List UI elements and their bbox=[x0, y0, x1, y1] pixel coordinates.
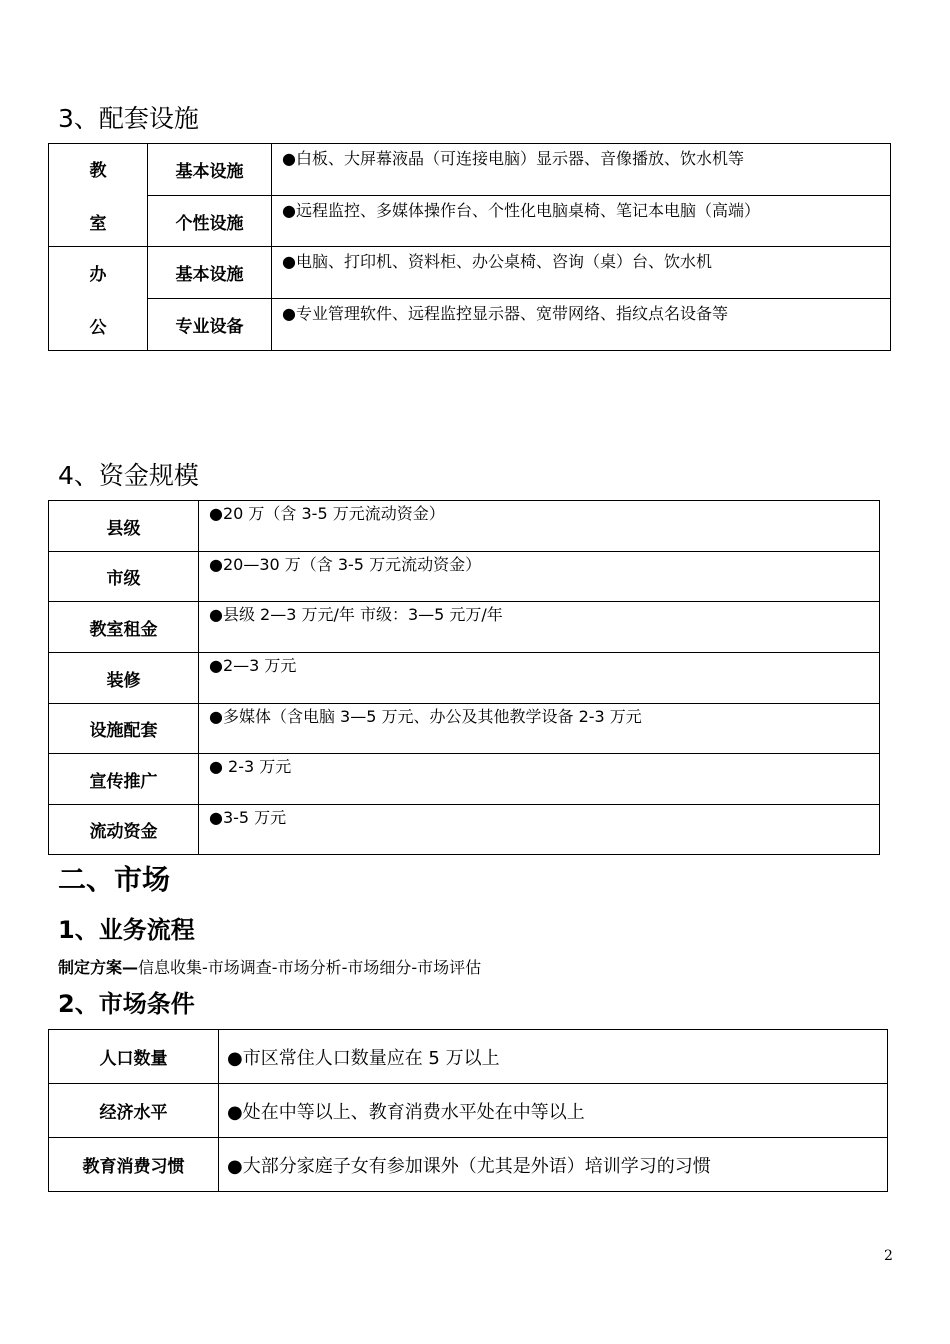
process-steps: 信息收集-市场调查-市场分析-市场细分-市场评估 bbox=[138, 958, 482, 977]
row-value: ●电脑、打印机、资料柜、办公桌椅、咨询（桌）台、饮水机 bbox=[272, 247, 891, 299]
process-flow bbox=[58, 957, 481, 979]
row-value: ●专业管理软件、远程监控显示器、宽带网络、指纹点名设备等 bbox=[272, 299, 891, 351]
table-row bbox=[49, 704, 880, 754]
row-label: 装修 bbox=[49, 653, 199, 704]
conditions-table bbox=[48, 1029, 888, 1192]
group-label-classroom: 教 室 bbox=[49, 144, 148, 247]
section-heading-funding: 4、资金规模 bbox=[58, 461, 199, 490]
table-row bbox=[49, 1138, 888, 1192]
row-label: 县级 bbox=[49, 501, 199, 552]
row-label: 个性设施 bbox=[148, 196, 272, 247]
table-row bbox=[49, 552, 880, 602]
group-label-office: 办 公 bbox=[49, 247, 148, 351]
table-row bbox=[49, 299, 891, 351]
row-value: ●多媒体（含电脑 3—5 万元、办公及其他教学设备 2-3 万元 bbox=[199, 704, 880, 754]
table-row bbox=[49, 805, 880, 855]
table-row bbox=[49, 653, 880, 704]
row-value: ●20 万（含 3-5 万元流动资金） bbox=[199, 501, 880, 552]
row-value: ●市区常住人口数量应在 5 万以上 bbox=[219, 1030, 888, 1084]
row-value: ●县级 2—3 万元/年 市级：3—5 元万/年 bbox=[199, 602, 880, 653]
row-value: ●白板、大屏幕液晶（可连接电脑）显示器、音像播放、饮水机等 bbox=[272, 144, 891, 196]
funding-table bbox=[48, 500, 880, 855]
row-label: 基本设施 bbox=[148, 247, 272, 299]
table-row bbox=[49, 196, 891, 247]
table-row bbox=[49, 754, 880, 805]
table-row bbox=[49, 247, 891, 299]
row-value: ●20—30 万（含 3-5 万元流动资金） bbox=[199, 552, 880, 602]
row-label: 教室租金 bbox=[49, 602, 199, 653]
table-row bbox=[49, 501, 880, 552]
row-label: 人口数量 bbox=[49, 1030, 219, 1084]
section-heading-facilities: 3、配套设施 bbox=[58, 104, 199, 133]
row-value: ● 2-3 万元 bbox=[199, 754, 880, 805]
row-label: 专业设备 bbox=[148, 299, 272, 351]
row-label: 设施配套 bbox=[49, 704, 199, 754]
row-label: 市级 bbox=[49, 552, 199, 602]
row-label: 流动资金 bbox=[49, 805, 199, 855]
subheading-process: 1、业务流程 bbox=[58, 916, 195, 944]
row-value: ●大部分家庭子女有参加课外（尤其是外语）培训学习的习惯 bbox=[219, 1138, 888, 1192]
table-row bbox=[49, 144, 891, 196]
subheading-conditions: 2、市场条件 bbox=[58, 990, 195, 1018]
row-label: 教育消费习惯 bbox=[49, 1138, 219, 1192]
row-value: ●远程监控、多媒体操作台、个性化电脑桌椅、笔记本电脑（高端） bbox=[272, 196, 891, 247]
row-label: 宣传推广 bbox=[49, 754, 199, 805]
table-row bbox=[49, 1030, 888, 1084]
row-label: 基本设施 bbox=[148, 144, 272, 196]
page-number: 2 bbox=[884, 1248, 893, 1264]
facilities-table bbox=[48, 143, 891, 351]
row-value: ●处在中等以上、教育消费水平处在中等以上 bbox=[219, 1084, 888, 1138]
process-lead: 制定方案— bbox=[58, 958, 139, 977]
row-value: ●2—3 万元 bbox=[199, 653, 880, 704]
row-label: 经济水平 bbox=[49, 1084, 219, 1138]
section-heading-market: 二、市场 bbox=[58, 863, 171, 896]
row-value: ●3-5 万元 bbox=[199, 805, 880, 855]
table-row bbox=[49, 602, 880, 653]
table-row bbox=[49, 1084, 888, 1138]
